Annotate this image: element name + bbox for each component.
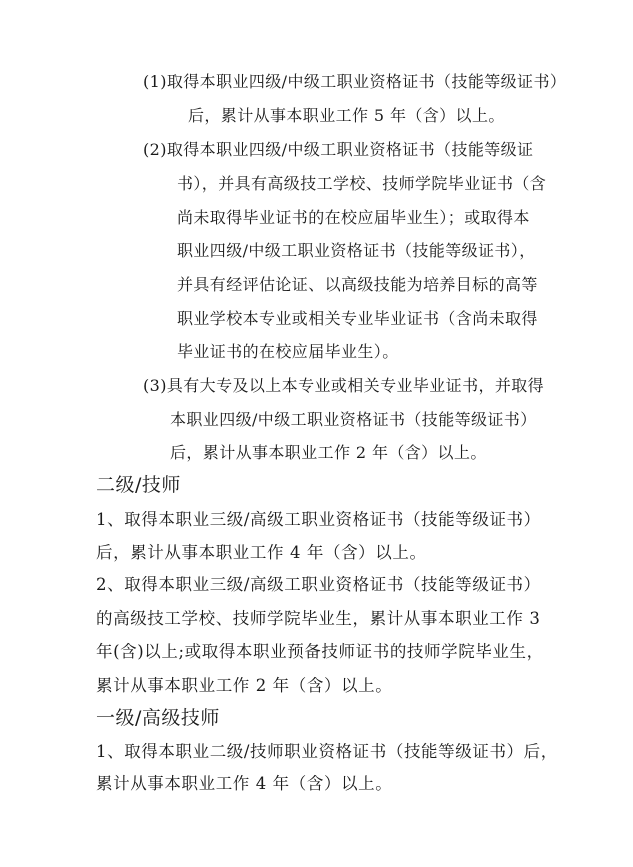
paragraph-line: 职业学校本专业或相关专业毕业证书（含尚未取得 xyxy=(177,309,538,328)
paragraph-line: 书），并具有高级技工学校、技师学院毕业证书（含 xyxy=(177,174,547,193)
paragraph-line: (2)取得本职业四级/中级工职业资格证书（技能等级证 xyxy=(143,140,534,159)
paragraph-line: 尚未取得毕业证书的在校应届毕业生）；或取得本 xyxy=(177,208,530,227)
paragraph-line: 后，累计从事本职业工作 2 年（含）以上。 xyxy=(170,443,487,462)
paragraph-line: 累计从事本职业工作 4 年（含）以上。 xyxy=(96,774,393,793)
paragraph-line: 职业四级/中级工职业资格证书（技能等级证书）， xyxy=(177,241,536,260)
paragraph-line: 本职业四级/中级工职业资格证书（技能等级证书） xyxy=(170,410,537,429)
paragraph-line: 1、取得本职业二级/技师职业资格证书（技能等级证书）后， xyxy=(96,742,558,761)
paragraph-line: 2、取得本职业三级/高级工职业资格证书（技能等级证书） xyxy=(96,575,541,594)
paragraph-line: 后，累计从事本职业工作 4 年（含）以上。 xyxy=(96,543,427,562)
section-heading: 二级/技师 xyxy=(96,474,181,496)
paragraph-line: (3)具有大专及以上本专业或相关专业毕业证书，并取得 xyxy=(143,376,545,395)
paragraph-line: (1)取得本职业四级/中级工职业资格证书（技能等级证书） xyxy=(143,72,567,91)
paragraph-line: 1、取得本职业三级/高级工职业资格证书（技能等级证书） xyxy=(96,510,541,529)
paragraph-line: 并具有经评估论证、以高级技能为培养目标的高等 xyxy=(177,275,538,294)
section-heading: 一级/高级技师 xyxy=(96,707,220,729)
paragraph-line: 后，累计从事本职业工作 5 年（含）以上。 xyxy=(188,106,505,125)
paragraph-line: 的高级技工学校、技师学院毕业生，累计从事本职业工作 3 xyxy=(96,609,541,628)
paragraph-line: 毕业证书的在校应届毕业生）。 xyxy=(177,342,399,361)
paragraph-line: 累计从事本职业工作 2 年（含）以上。 xyxy=(96,676,393,695)
paragraph-line: 年(含)以上;或取得本职业预备技师证书的技师学院毕业生， xyxy=(96,642,544,661)
